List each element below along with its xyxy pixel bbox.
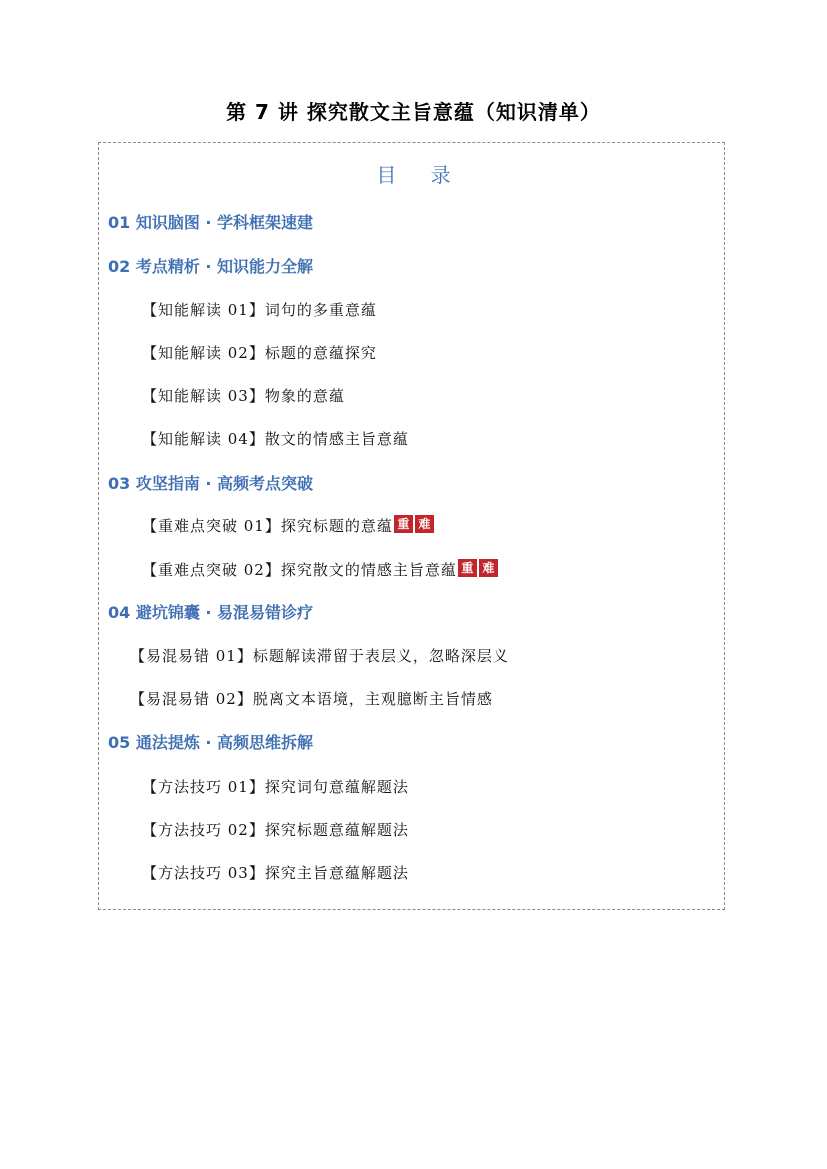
toc-item-fangfa-02[interactable]: 【方法技巧 02】探究标题意蕴解题法 [142, 821, 409, 839]
toc-section-03[interactable]: 03 攻坚指南 · 高频考点突破 [108, 474, 314, 493]
difficult-point-badge: 难 [479, 559, 498, 577]
key-point-badge: 重 [394, 515, 413, 533]
key-point-badge: 重 [458, 559, 477, 577]
toc-item-zhineng-02[interactable]: 【知能解读 02】标题的意蕴探究 [142, 344, 377, 362]
toc-item-label: 【重难点突破 02】探究散文的情感主旨意蕴 [142, 561, 457, 579]
toc-item-yihun-02[interactable]: 【易混易错 02】脱离文本语境，主观臆断主旨情感 [130, 690, 493, 708]
difficulty-badges [458, 555, 500, 579]
toc-item-fangfa-01[interactable]: 【方法技巧 01】探究词句意蕴解题法 [142, 778, 409, 796]
toc-item-zhineng-03[interactable]: 【知能解读 03】物象的意蕴 [142, 387, 345, 405]
toc-item-zhongnan-01[interactable] [142, 514, 436, 538]
toc-heading: 目 录 [376, 163, 465, 187]
toc-section-04[interactable]: 04 避坑锦囊 · 易混易错诊疗 [108, 603, 314, 622]
difficult-point-badge: 难 [415, 515, 434, 533]
toc-item-label: 【重难点突破 01】探究标题的意蕴 [142, 517, 393, 535]
toc-item-zhongnan-02[interactable] [142, 558, 500, 582]
toc-section-05[interactable]: 05 通法提炼 · 高频思维拆解 [108, 733, 314, 752]
toc-item-zhineng-04[interactable]: 【知能解读 04】散文的情感主旨意蕴 [142, 430, 409, 448]
difficulty-badges [394, 511, 436, 535]
toc-item-yihun-01[interactable]: 【易混易错 01】标题解读滞留于表层义，忽略深层义 [130, 647, 509, 665]
toc-item-fangfa-03[interactable]: 【方法技巧 03】探究主旨意蕴解题法 [142, 864, 409, 882]
toc-section-02[interactable]: 02 考点精析 · 知识能力全解 [108, 257, 314, 276]
document-title: 第 7 讲 探究散文主旨意蕴（知识清单） [226, 100, 601, 124]
toc-section-01[interactable]: 01 知识脑图 · 学科框架速建 [108, 213, 314, 232]
toc-item-zhineng-01[interactable]: 【知能解读 01】词句的多重意蕴 [142, 301, 377, 319]
